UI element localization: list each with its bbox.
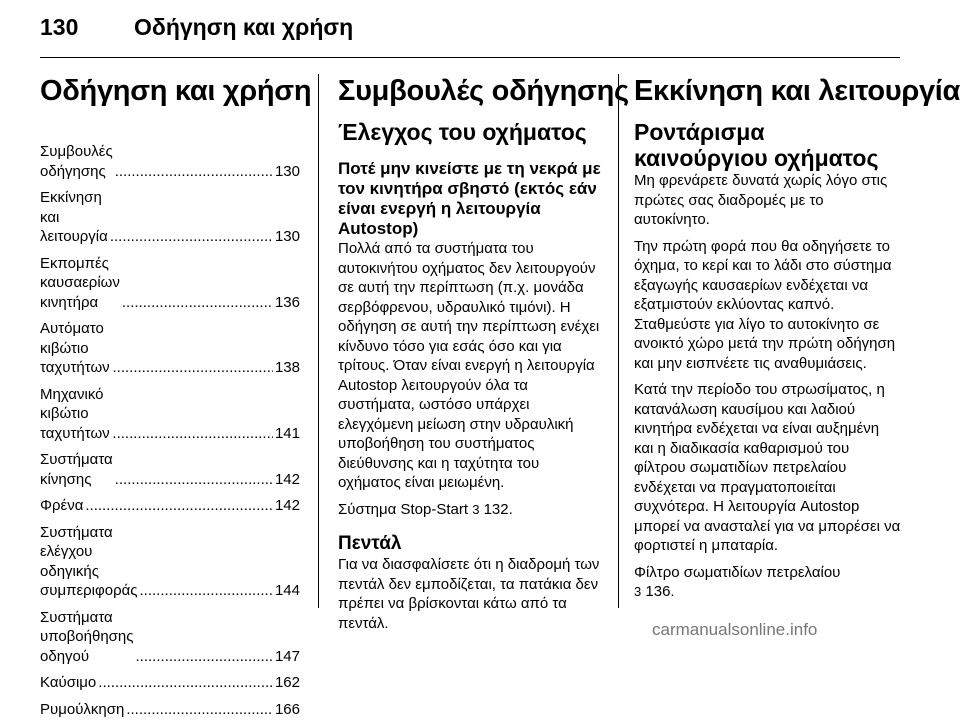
toc-entry-page: 144 [274,582,300,599]
toc-entry-page: 130 [274,228,300,245]
toc-entry-label: Αυτόματο κιβώτιο ταχυτήτων [40,320,110,376]
toc-leader-dots [115,470,273,490]
toc-entry-label: Καύσιμο [40,674,97,691]
pedals-text: Για να διασφαλίσετε ότι η διαδρομή των πεντάλ δεν εμποδίζεται, τα πατάκια δεν πρέπει να βρίσκονται κάτω από τα πεντάλ. [338,556,600,632]
section-title: Συμβουλές οδήγησης [338,75,629,107]
toc-entry-label: Φρένα [40,497,84,514]
toc-entry[interactable] [40,523,300,601]
subsection-title: Ροντάρισμα καινούργιου οχήματος [634,119,879,171]
cross-reference[interactable] [634,563,902,602]
section-title: Εκκίνηση και λειτουργία [634,75,960,107]
column-divider [618,74,619,608]
toc-entry[interactable] [40,142,300,181]
toc-entry[interactable] [40,385,300,444]
toc-entry-page: 130 [274,162,300,180]
toc-entry-label: Εκκίνηση και λειτουργία [40,189,108,245]
toc-leader-dots [85,496,273,516]
toc-entry-page: 138 [274,359,300,376]
toc-leader-dots [110,227,273,247]
toc-entry[interactable] [40,254,300,313]
toc-entry[interactable] [40,496,300,516]
toc-entry[interactable] [40,608,300,667]
toc-leader-dots [112,424,273,444]
warning-heading: Ποτέ μην κινείστε με τη νεκρά με τον κινητήρα σβηστό (εκτός εάν είναι ενεργή η λειτουργία Autostop) [338,159,601,238]
running-title: Οδήγηση και χρήση [134,14,354,40]
toc-list [40,142,300,719]
paragraph: Μη φρενάρετε δυνατά χωρίς λόγο στις πρώτες σας διαδρομές με το αυτοκίνητο. [634,172,888,228]
starting-column [634,74,960,609]
toc-entry-label: Συστήματα υποβοήθησης οδηγού [40,608,134,665]
toc-entry-page: 142 [274,497,300,514]
toc-leader-dots [115,162,273,182]
cross-reference[interactable] [338,500,604,520]
toc-entry-page: 147 [274,647,300,665]
toc-leader-dots [122,293,273,313]
reference-page: 132. [483,500,513,518]
reference-label: Φίλτρο σωματιδίων πετρελαίου [634,563,841,581]
toc-entry-page: 166 [274,700,300,718]
reference-label: Σύστημα Stop-Start [338,500,469,518]
toc-entry-page: 142 [274,470,300,488]
toc-column [40,74,312,726]
column-divider [318,74,319,608]
toc-leader-dots [140,581,273,601]
page-number: 130 [40,14,79,40]
toc-entry-label: Συστήματα κίνησης [40,451,113,488]
reference-page: 136. [645,583,675,600]
page-header [40,14,353,48]
toc-title: Οδήγηση και χρήση [40,75,312,107]
reference-arrow-icon: 3 [472,501,480,517]
toc-leader-dots [136,647,273,667]
reference-arrow-icon: 3 [634,584,642,599]
toc-entry-label: Ρυμούλκηση [40,700,125,718]
toc-entry[interactable] [40,700,300,720]
warning-text: Πολλά από τα συστήματα του αυτοκινήτου οχήματος δεν λειτουργούν σε αυτή την περίπτωση (π.χ. μονάδα σερβόφρενου, υδραυλικό τιμόνι). Η οδήγηση σε αυτή την περίπτωση ενέχει κίνδυνο τόσο για εσάς όσο και για τρίτους. Όταν είναι ενεργή η λειτουργία Autostop λειτουργούν όλα τα συστήματα, ωστόσο υπάρχει ελεγχόμενη μείωση στην υδραυλική υποβοήθηση του συστήματος διεύθυνσης και η ταχύτητα του οχήματος είναι μειωμένη. [338,240,600,491]
toc-entry[interactable] [40,319,300,378]
toc-entry-label: Εκπομπές καυσαερίων κινητήρα [40,254,120,311]
toc-entry[interactable] [40,188,300,247]
paragraph: Την πρώτη φορά που θα οδηγήσετε το όχημα, το κερί και το λάδι στο σύστημα εξαγωγής καυσαερίων ενδέχεται να εξατμιστούν εκλύοντας καπνό. Σταθμεύστε για λίγο το αυτοκίνητο σε ανοικτό χώρο μετά την πρώτη οδήγηση και μην εισπνέετε τις αναθυμιάσεις. [634,237,896,372]
driving-tips-column [338,74,629,640]
toc-entry-label: Συμβουλές οδήγησης [40,143,113,180]
toc-entry-page: 136 [274,293,300,311]
header-divider [40,57,900,58]
toc-leader-dots [126,700,273,720]
toc-entry[interactable] [40,673,300,693]
toc-entry-page: 141 [274,424,300,442]
paragraph: Κατά την περίοδο του στρωσίματος, η κατανάλωση καυσίμου και λαδιού κινητήρα ενδέχεται να είναι αυξημένη και η διαδικασία καθαρισμού του φίλτρου σωματιδίων πετρελαίου ενδέχεται να πραγματοποιείται συχνότερα. Η λειτουργία Autostop μπορεί να ανασταλεί για να μπορέσει να φορτιστεί η μπαταρία. [634,381,901,554]
toc-entry-page: 162 [274,674,300,691]
watermark: carmanualsonline.info [652,620,818,639]
subsection-title: Έλεγχος του οχήματος [338,119,587,145]
toc-entry-label: Συστήματα ελέγχου οδηγικής συμπεριφοράς [40,523,138,599]
pedals-heading: Πεντάλ [338,533,402,554]
toc-leader-dots [113,358,273,378]
toc-leader-dots [98,673,273,693]
toc-entry-label: Μηχανικό κιβώτιο ταχυτήτων [40,385,110,442]
toc-entry[interactable] [40,450,300,489]
